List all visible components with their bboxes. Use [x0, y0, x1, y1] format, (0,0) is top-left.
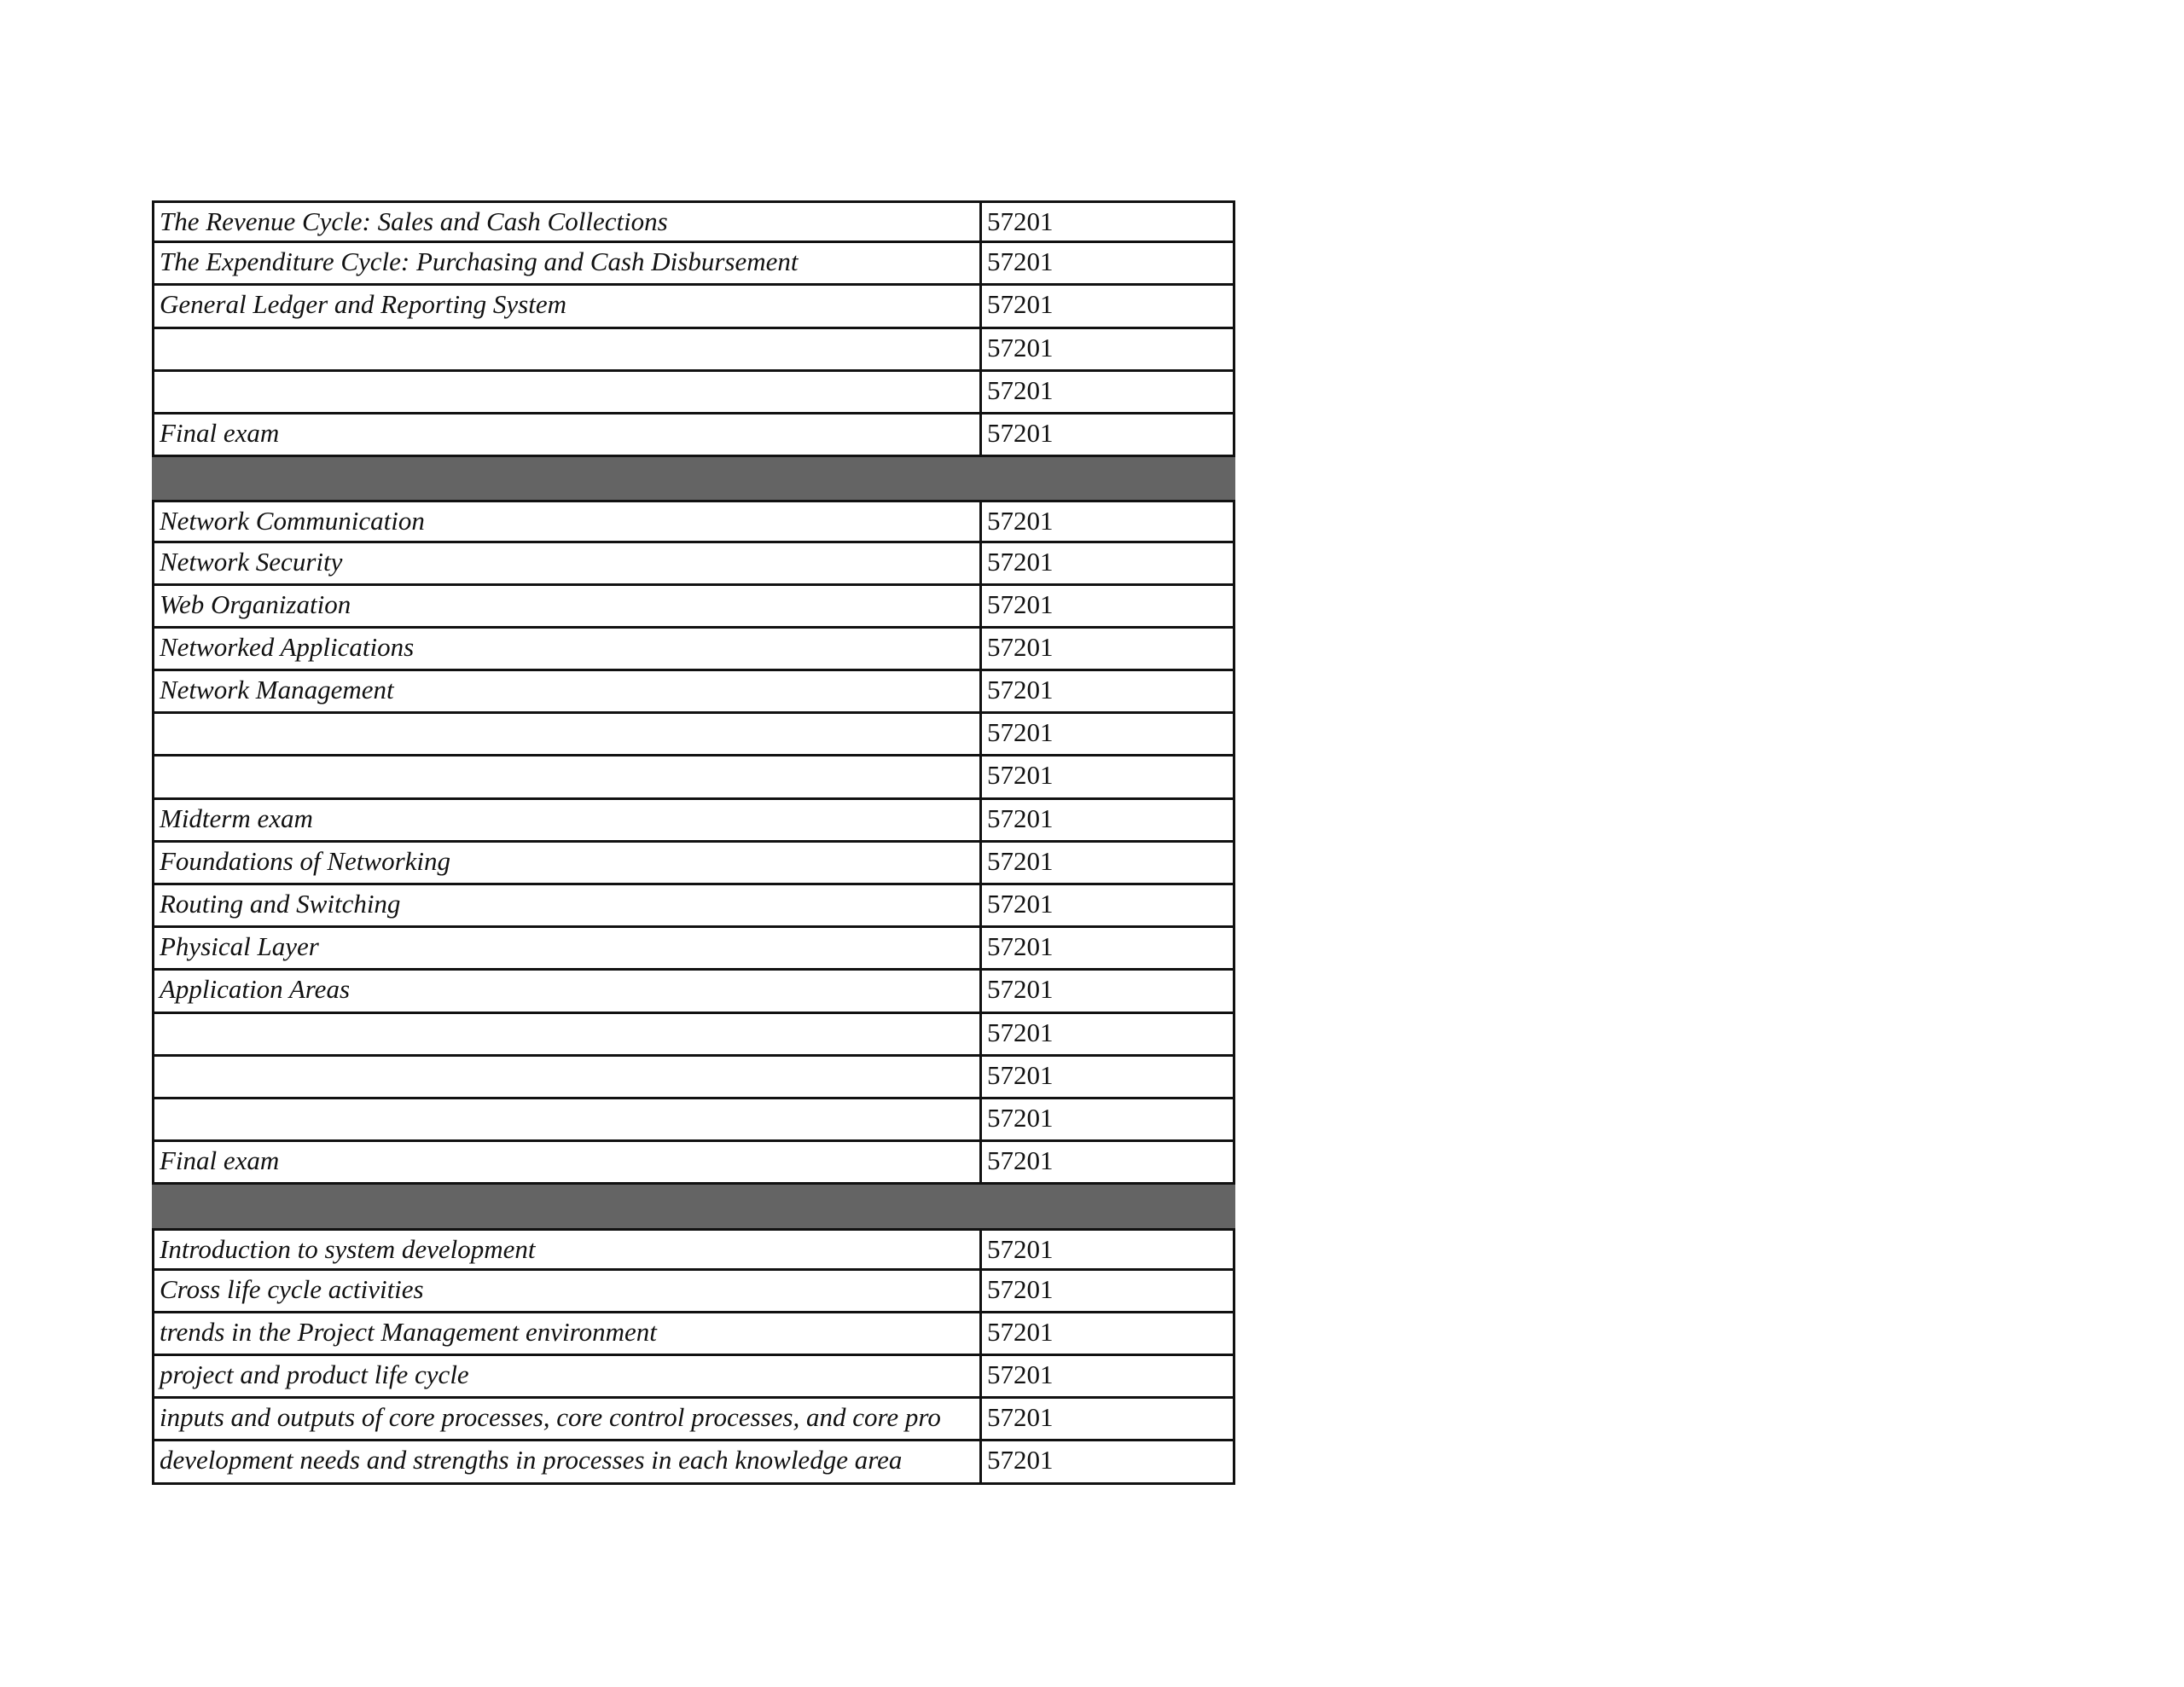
topic-cell — [154, 1099, 982, 1139]
table-row — [152, 243, 1235, 286]
table-row — [152, 1228, 1235, 1271]
code-cell: 57201 — [987, 1102, 1054, 1133]
table-row — [152, 286, 1235, 328]
topic-cell: The Expenditure Cycle: Purchasing and Cash Disbursement — [154, 243, 982, 283]
code-cell: 57201 — [987, 1145, 1054, 1176]
table-row — [152, 1014, 1235, 1057]
code-cell: 57201 — [987, 332, 1054, 362]
code-cell: 57201 — [987, 845, 1054, 876]
topic-cell: Network Security — [154, 543, 982, 583]
topic-cell: Routing and Switching — [154, 885, 982, 925]
topic-cell: Foundations of Networking — [154, 843, 982, 883]
topic-cell: trends in the Project Management environment — [154, 1313, 982, 1354]
code-cell: 57201 — [987, 974, 1054, 1005]
code-cell: 57201 — [987, 1233, 1054, 1264]
code-cell: 57201 — [987, 631, 1054, 662]
topic-cell: General Ledger and Reporting System — [154, 286, 982, 326]
code-cell: 57201 — [987, 289, 1054, 320]
code-cell: 57201 — [987, 1316, 1054, 1347]
course-schedule-table — [152, 200, 1235, 1485]
code-cell: 57201 — [987, 675, 1054, 705]
code-cell: 57201 — [987, 717, 1054, 748]
topic-cell: Application Areas — [154, 971, 982, 1011]
table-row — [152, 1399, 1235, 1441]
topic-cell: Final exam — [154, 1142, 982, 1182]
code-cell: 57201 — [987, 546, 1054, 577]
topic-cell: Final exam — [154, 415, 982, 455]
code-cell: 57201 — [987, 1059, 1054, 1090]
topic-cell: Networked Applications — [154, 629, 982, 669]
table-row — [152, 1313, 1235, 1356]
table-row — [152, 415, 1235, 457]
table-row — [152, 928, 1235, 971]
table-row — [152, 843, 1235, 885]
code-cell: 57201 — [987, 506, 1054, 536]
topic-cell — [154, 372, 982, 412]
table-row — [152, 800, 1235, 843]
code-cell: 57201 — [987, 246, 1054, 277]
table-row — [152, 1057, 1235, 1099]
table-row — [152, 372, 1235, 415]
code-cell: 57201 — [987, 1402, 1054, 1433]
topic-cell: inputs and outputs of core processes, core control processes, and core pro — [154, 1399, 982, 1439]
code-cell: 57201 — [987, 1017, 1054, 1047]
table-row — [152, 1271, 1235, 1313]
table-row — [152, 1441, 1235, 1484]
code-cell: 57201 — [987, 889, 1054, 919]
table-row — [152, 329, 1235, 372]
code-cell: 57201 — [987, 803, 1054, 833]
table-row — [152, 757, 1235, 799]
section-separator — [152, 1185, 1235, 1227]
code-cell: 57201 — [987, 1273, 1054, 1304]
table-row — [152, 714, 1235, 757]
code-cell: 57201 — [987, 206, 1054, 236]
topic-cell: Cross life cycle activities — [154, 1271, 982, 1311]
code-cell: 57201 — [987, 931, 1054, 962]
table-row — [152, 1099, 1235, 1142]
topic-cell: Network Communication — [154, 502, 982, 540]
table-row — [152, 1142, 1235, 1185]
topic-cell — [154, 1057, 982, 1097]
topic-cell: Web Organization — [154, 586, 982, 626]
topic-cell: development needs and strengths in processes in each knowledge area — [154, 1441, 982, 1481]
table-row — [152, 500, 1235, 542]
code-cell: 57201 — [987, 1359, 1054, 1390]
topic-cell — [154, 329, 982, 369]
section-separator — [152, 457, 1235, 500]
table-row — [152, 1356, 1235, 1399]
table-row — [152, 629, 1235, 671]
code-cell: 57201 — [987, 417, 1054, 448]
topic-cell — [154, 757, 982, 797]
code-cell: 57201 — [987, 374, 1054, 405]
topic-cell: Physical Layer — [154, 928, 982, 968]
table-row — [152, 586, 1235, 629]
topic-cell: Midterm exam — [154, 800, 982, 840]
table-row — [152, 885, 1235, 928]
code-cell: 57201 — [987, 760, 1054, 791]
code-cell: 57201 — [987, 588, 1054, 619]
table-row — [152, 200, 1235, 243]
topic-cell — [154, 714, 982, 754]
topic-cell: Introduction to system development — [154, 1231, 982, 1268]
table-row — [152, 971, 1235, 1013]
code-cell: 57201 — [987, 1445, 1054, 1475]
topic-cell — [154, 1014, 982, 1054]
topic-cell: Network Management — [154, 671, 982, 711]
topic-cell: The Revenue Cycle: Sales and Cash Collections — [154, 203, 982, 241]
table-row — [152, 671, 1235, 714]
topic-cell: project and product life cycle — [154, 1356, 982, 1396]
table-row — [152, 543, 1235, 586]
